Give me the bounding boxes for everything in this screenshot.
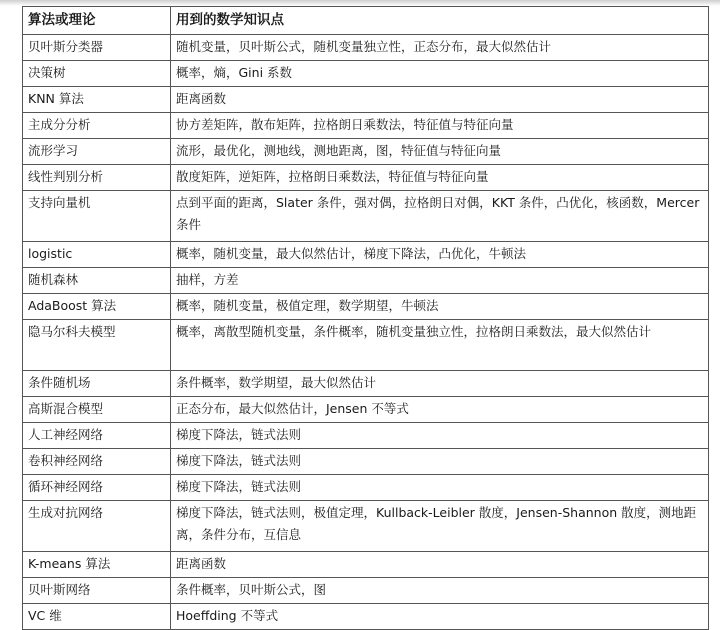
math-points-cell: 距离函数	[171, 87, 709, 113]
header-math-points: 用到的数学知识点	[171, 7, 709, 35]
math-points-cell: 概率，随机变量，最大似然估计，梯度下降法，凸优化，牛顿法	[171, 242, 709, 268]
algorithm-cell: 决策树	[23, 61, 171, 87]
table-row	[23, 87, 709, 113]
math-points-cell	[171, 191, 709, 242]
algorithm-cell: 支持向量机	[23, 191, 171, 242]
math-points-cell: 概率，熵，Gini 系数	[171, 61, 709, 87]
algorithm-cell: logistic	[23, 242, 171, 268]
math-points-cell: 随机变量，贝叶斯公式，随机变量独立性，正态分布，最大似然估计	[171, 35, 709, 61]
algorithm-cell: 贝叶斯分类器	[23, 35, 171, 61]
table-row	[23, 501, 709, 552]
algorithm-cell: 线性判别分析	[23, 165, 171, 191]
algorithm-cell: 贝叶斯网络	[23, 578, 171, 604]
table-row	[23, 113, 709, 139]
math-points-text: 点到平面的距离，Slater 条件，强对偶，拉格朗日对偶，KKT 条件，凸优化，核函数，Mercer 条件	[176, 195, 700, 232]
algorithm-math-table	[22, 6, 709, 630]
math-points-cell: 梯度下降法，链式法则	[171, 475, 709, 501]
table-row	[23, 552, 709, 578]
math-points-cell	[171, 320, 709, 371]
table-row	[23, 397, 709, 423]
math-points-cell: 散度矩阵，逆矩阵，拉格朗日乘数法，特征值与特征向量	[171, 165, 709, 191]
header-algorithm: 算法或理论	[23, 7, 171, 35]
math-points-cell	[171, 501, 709, 552]
algorithm-cell: VC 维	[23, 604, 171, 630]
math-points-cell: 梯度下降法，链式法则	[171, 449, 709, 475]
algorithm-cell: 循环神经网络	[23, 475, 171, 501]
math-points-cell: 条件概率，贝叶斯公式，图	[171, 578, 709, 604]
algorithm-cell: 条件随机场	[23, 371, 171, 397]
math-points-text: 梯度下降法，链式法则，极值定理，Kullback-Leibler 散度，Jensen-Shannon 散度，测地距离，条件分布，互信息	[176, 505, 697, 542]
algorithm-cell: KNN 算法	[23, 87, 171, 113]
table-row	[23, 449, 709, 475]
table-row	[23, 35, 709, 61]
math-points-cell: 距离函数	[171, 552, 709, 578]
table-row	[23, 371, 709, 397]
algorithm-cell: 生成对抗网络	[23, 501, 171, 552]
table-row	[23, 191, 709, 242]
algorithm-cell: AdaBoost 算法	[23, 294, 171, 320]
table-row	[23, 61, 709, 87]
math-points-text: 概率，离散型随机变量，条件概率，随机变量独立性，拉格朗日乘数法，最大似然估计	[176, 324, 652, 339]
math-points-cell: 条件概率，数学期望，最大似然估计	[171, 371, 709, 397]
math-points-cell: 协方差矩阵，散布矩阵，拉格朗日乘数法，特征值与特征向量	[171, 113, 709, 139]
math-points-cell: 概率，随机变量，极值定理，数学期望，牛顿法	[171, 294, 709, 320]
algorithm-cell: 隐马尔科夫模型	[23, 320, 171, 371]
table-row	[23, 268, 709, 294]
algorithm-cell: 随机森林	[23, 268, 171, 294]
table-row	[23, 242, 709, 268]
algorithm-cell: 人工神经网络	[23, 423, 171, 449]
table-header-row	[23, 7, 709, 35]
math-points-cell: 梯度下降法，链式法则	[171, 423, 709, 449]
algorithm-cell: K-means 算法	[23, 552, 171, 578]
math-points-cell: 正态分布，最大似然估计，Jensen 不等式	[171, 397, 709, 423]
algorithm-cell: 高斯混合模型	[23, 397, 171, 423]
math-points-cell: 流形，最优化，测地线，测地距离，图，特征值与特征向量	[171, 139, 709, 165]
table-row	[23, 139, 709, 165]
algorithm-cell: 卷积神经网络	[23, 449, 171, 475]
math-points-cell: 抽样，方差	[171, 268, 709, 294]
algorithm-cell: 流形学习	[23, 139, 171, 165]
table-row	[23, 320, 709, 371]
algorithm-cell: 主成分分析	[23, 113, 171, 139]
table-row	[23, 423, 709, 449]
table-row	[23, 165, 709, 191]
table-row	[23, 578, 709, 604]
table-row	[23, 294, 709, 320]
math-points-cell: Hoeffding 不等式	[171, 604, 709, 630]
table-row	[23, 475, 709, 501]
table-row	[23, 604, 709, 630]
